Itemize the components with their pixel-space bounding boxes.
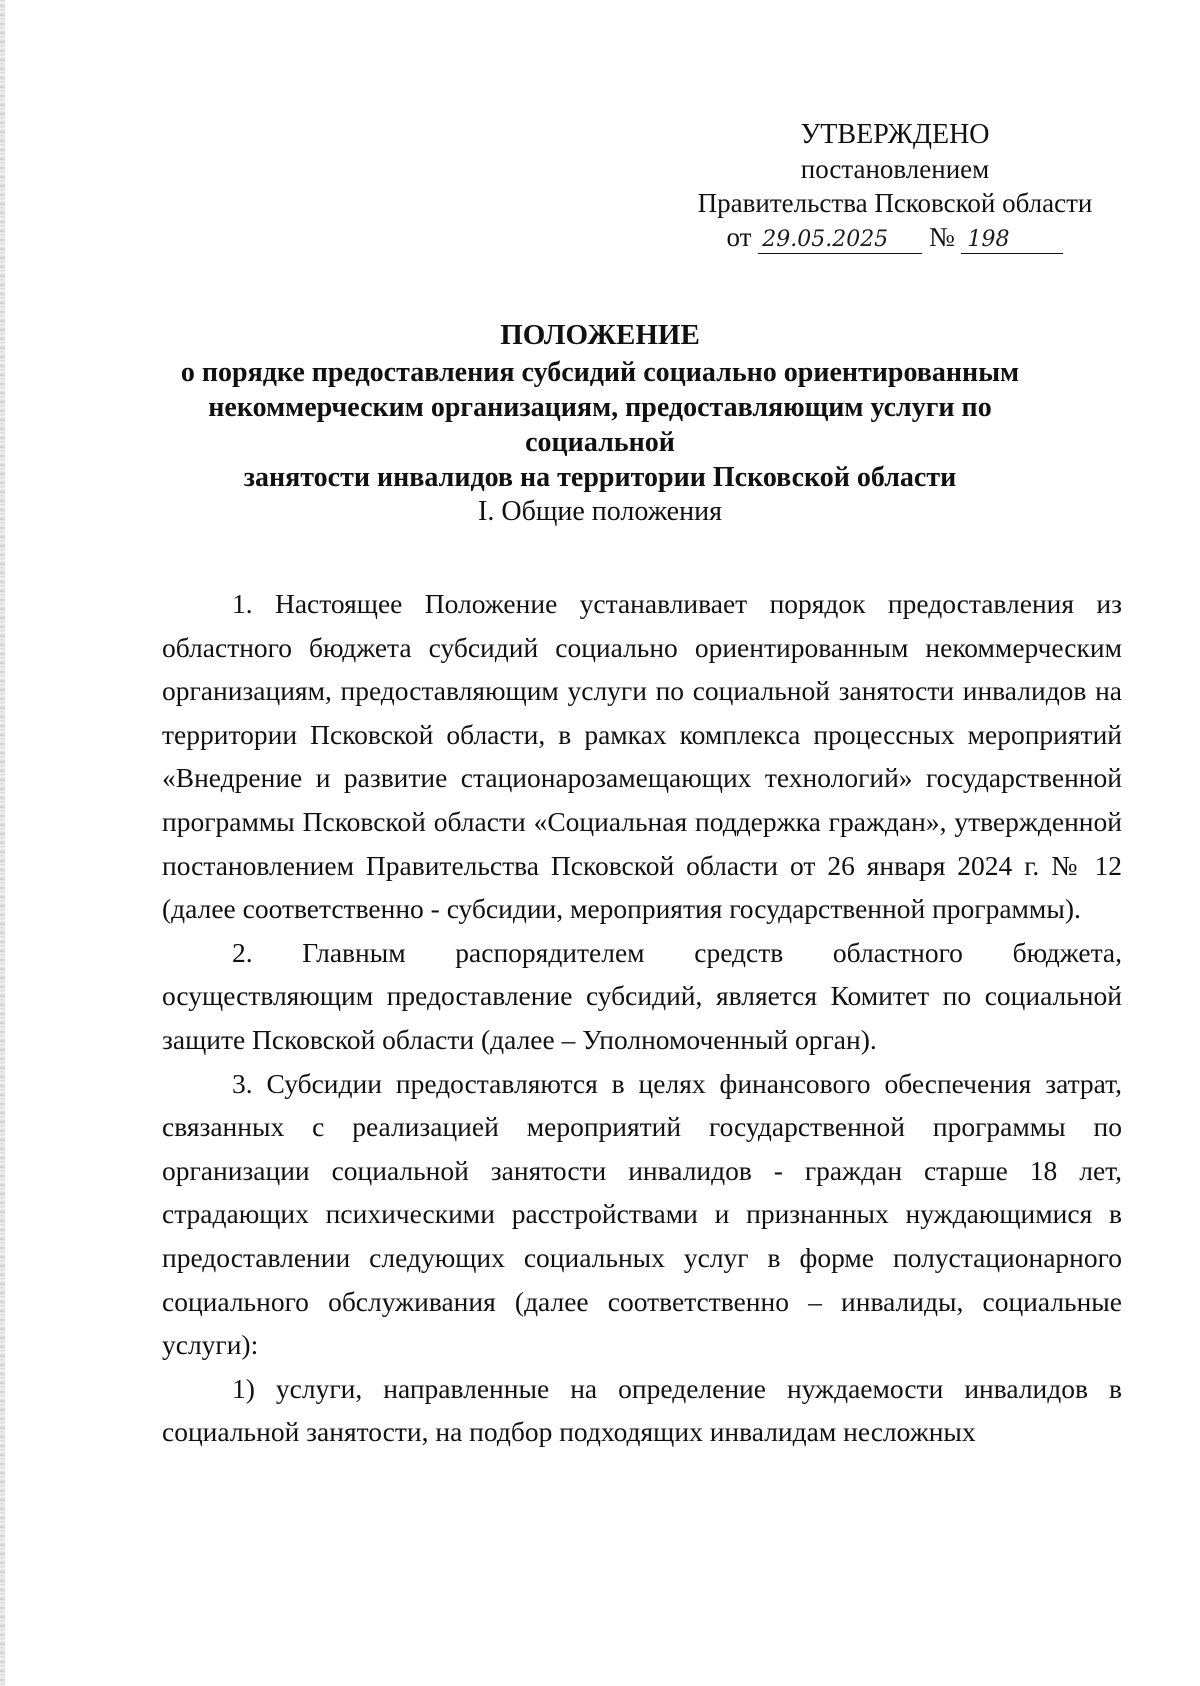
number-sign: № bbox=[928, 222, 955, 252]
resolution-label: постановлением bbox=[800, 154, 990, 184]
scan-edge bbox=[0, 0, 5, 1686]
handwritten-number: 198 bbox=[961, 227, 1063, 254]
title-subtitle-line-2: некоммерческим организациям, предоставляющим услуги по социальной bbox=[208, 392, 992, 458]
paragraph-3: 3. Субсидии предоставляются в целях финансового обеспечения затрат, связанных с реализацией мероприятий государственной программы по организации социальной занятости инвалидов - граждан старше 18 лет, страдающих психическими расстройствами и признанных нуждающимися в предоставлении следующих социальных услуг в форме полустационарного социального обслуживания (далее соответственно – инвалиды, социальные услуги): bbox=[162, 1067, 1122, 1361]
document-body bbox=[162, 582, 1122, 1454]
approved-label: УТВЕРЖДЕНО bbox=[800, 119, 990, 150]
handwritten-date: 29.05.2025 bbox=[758, 227, 922, 254]
title-main: ПОЛОЖЕНИЕ bbox=[500, 319, 700, 351]
paragraph-4: 1) услуги, направленные на определение нуждаемости инвалидов в социальной занятости, на подбор подходящих инвалидам несложных bbox=[162, 1372, 1122, 1448]
paragraph-1: 1. Настоящее Положение устанавливает порядок предоставления из областного бюджета субсидий социально ориентированным некоммерческим организациям, предоставляющим услуги по социальной занятости инвалидов на территории Псковской области, в рамках комплекса процессных мероприятий «Внедрение и развитие стационарозамещающих технологий» государственной программы Псковской области «Социальная поддержка граждан», утвержденной постановлением Правительства Псковской области от 26 января 2024 г. № 12 (далее соответственно - субсидии, мероприятия государственной программы). bbox=[162, 588, 1122, 925]
title-subtitle-line-3: занятости инвалидов на территории Псковской области bbox=[243, 462, 957, 493]
date-prefix: от bbox=[726, 222, 752, 252]
paragraph-2: 2. Главным распорядителем средств областного бюджета, осуществляющим предоставление субсидий, является Комитет по социальной защите Псковской области (далее – Уполномоченный орган). bbox=[162, 936, 1122, 1055]
title-subtitle-line-1: о порядке предоставления субсидий социально ориентированным bbox=[180, 357, 1020, 388]
date-line bbox=[670, 220, 1120, 254]
government-label: Правительства Псковской области bbox=[697, 188, 1093, 218]
approval-block bbox=[670, 118, 1120, 254]
section-heading: I. Общие положения bbox=[478, 496, 722, 527]
document-title bbox=[140, 318, 1060, 495]
